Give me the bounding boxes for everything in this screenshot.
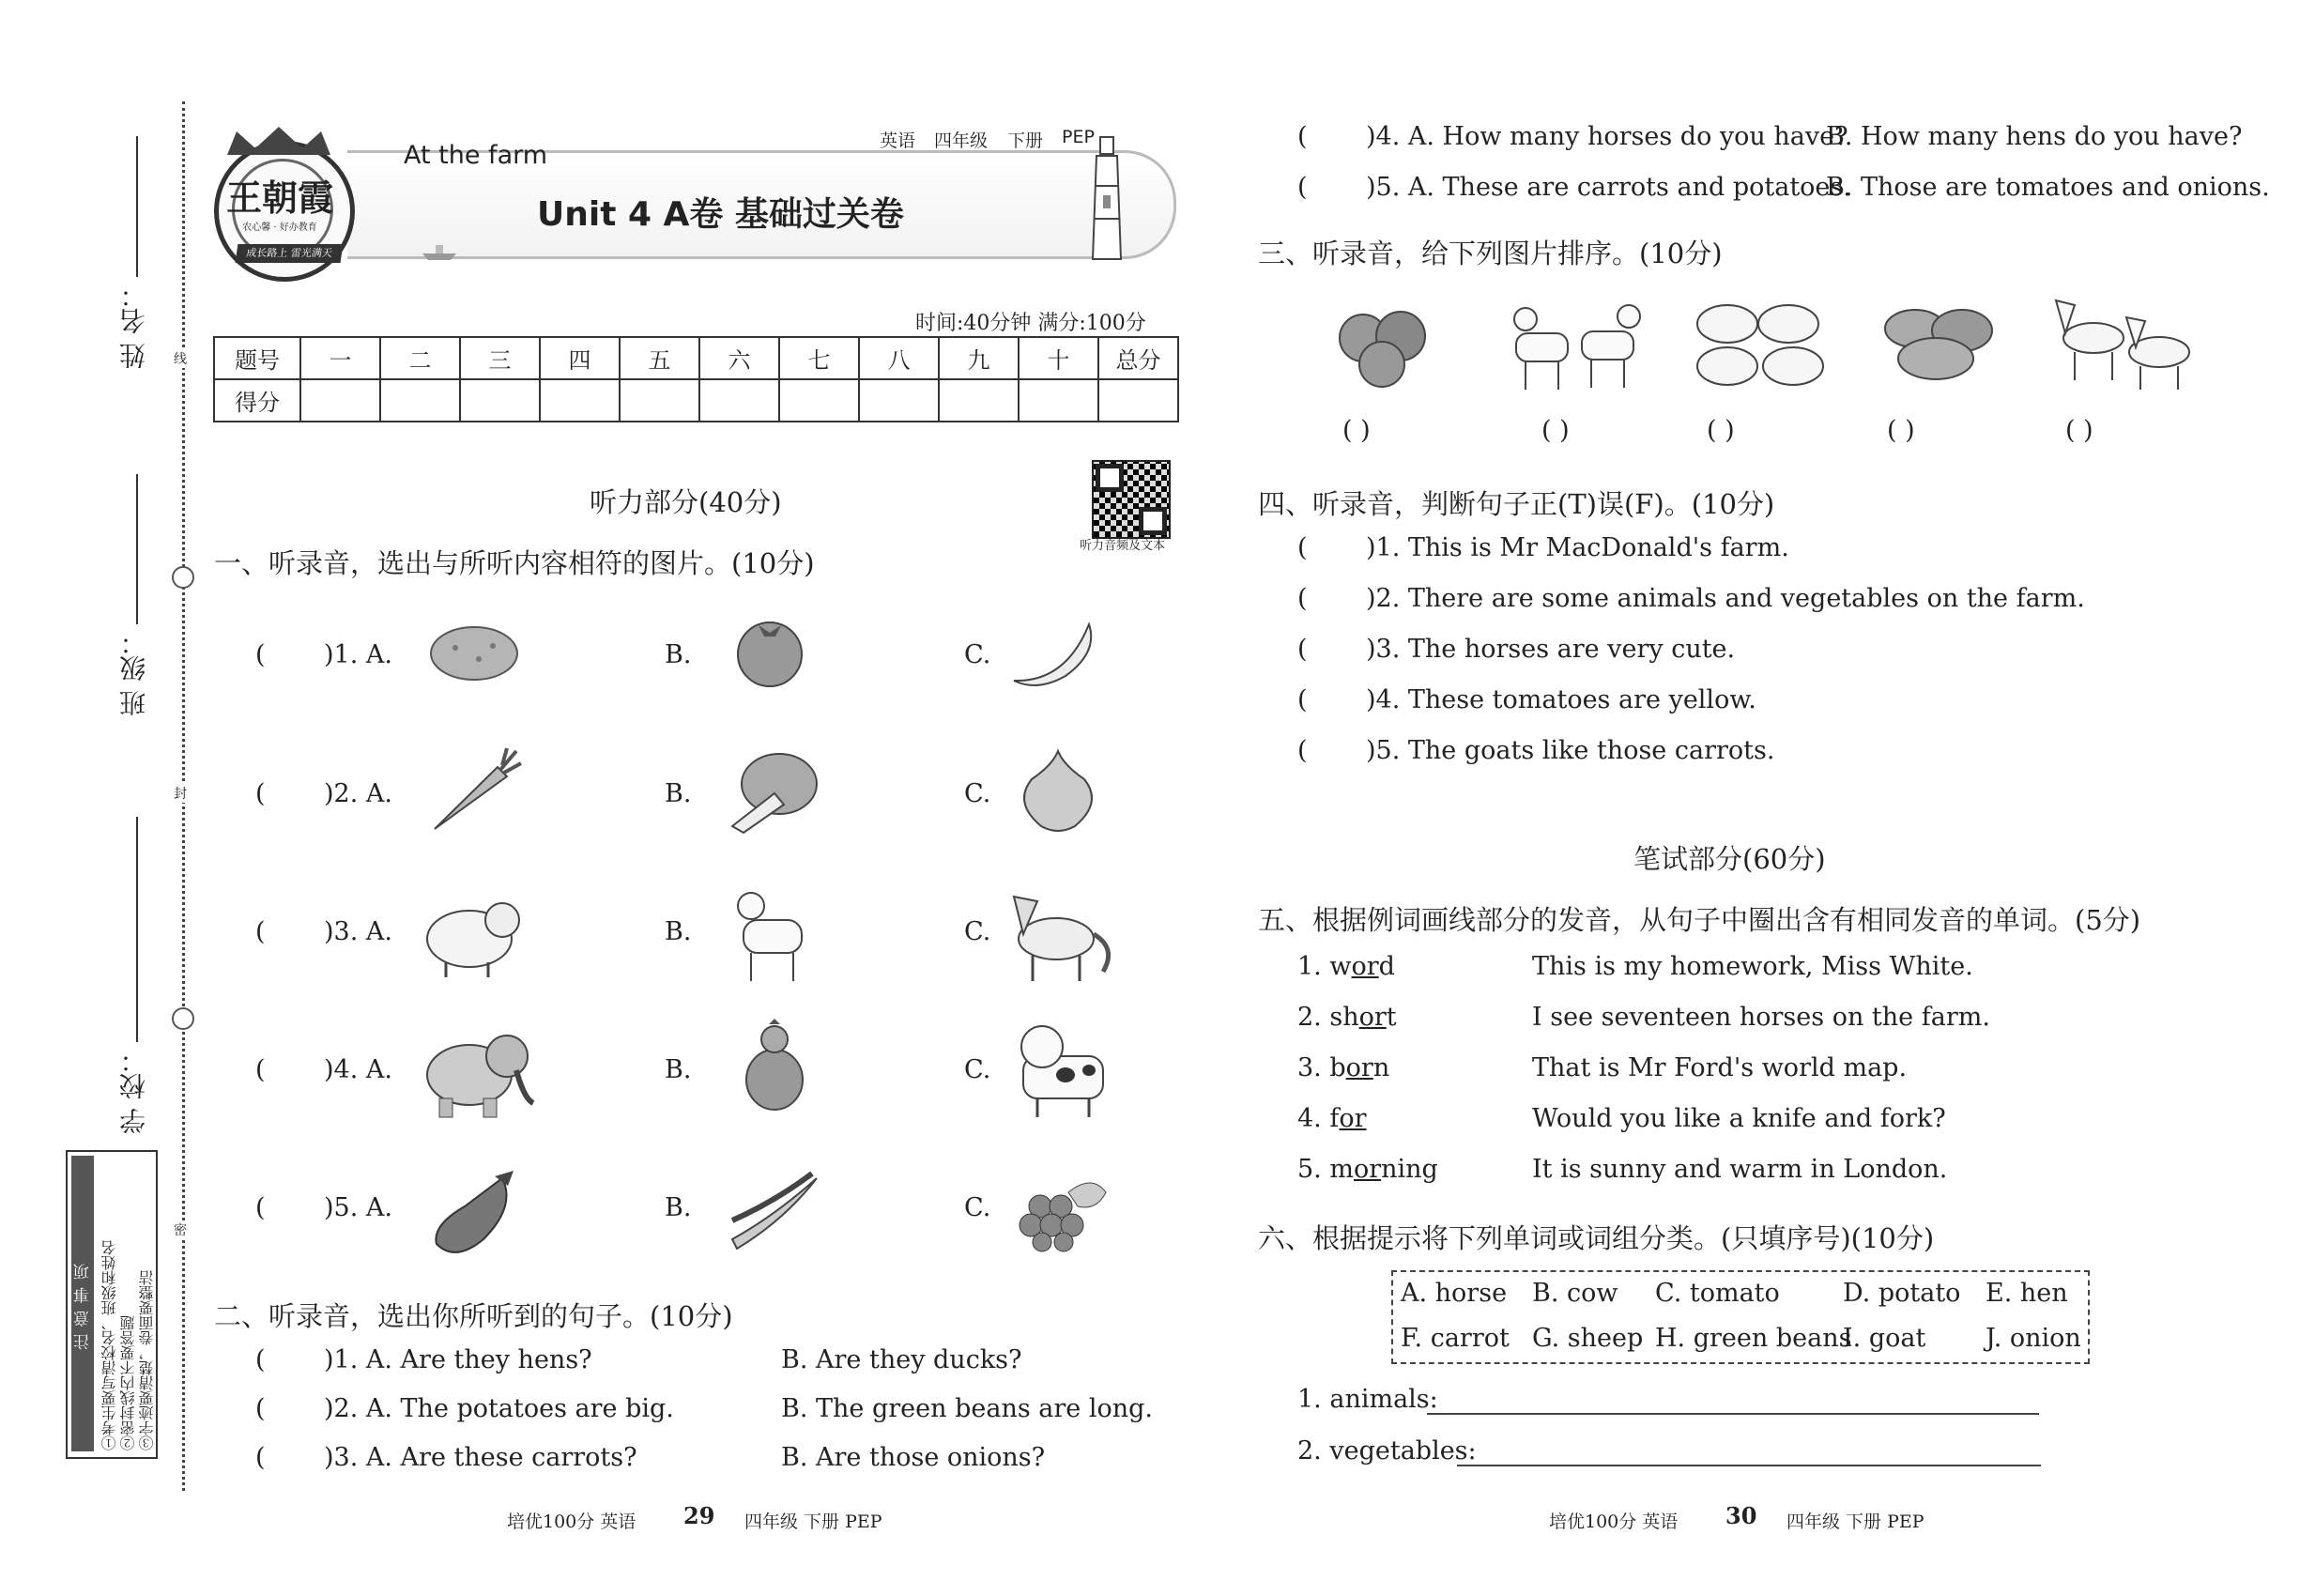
- score-header-cell: 二: [380, 337, 460, 379]
- potatoes-icon[interactable]: [1878, 300, 2000, 385]
- score-header-cell: 七: [779, 337, 859, 379]
- punch-hole: [172, 1007, 194, 1030]
- cabbage-icon[interactable]: [723, 746, 821, 836]
- paren: (: [1297, 173, 1308, 202]
- option-c-label: C.: [964, 779, 991, 808]
- question-number: )4. A.: [324, 1055, 392, 1084]
- tag-edition: PEP: [1062, 127, 1095, 147]
- phonics-item: 3. born: [1297, 1053, 1390, 1082]
- notice-item: ①考生要写清校名、班级和姓名: [100, 1240, 118, 1450]
- school-blank[interactable]: [136, 817, 138, 1042]
- score-header-cell: 九: [939, 337, 1019, 379]
- paren: (: [1297, 736, 1308, 765]
- goat-icon[interactable]: [723, 882, 826, 986]
- tf-statement: )4. These tomatoes are yellow.: [1366, 685, 1756, 714]
- word-bank-item: I. goat: [1843, 1324, 1926, 1353]
- paren: (: [1297, 584, 1308, 613]
- tf-statement: )1. This is Mr MacDonald's farm.: [1366, 533, 1789, 562]
- tf-statement: )3. The horses are very cute.: [1366, 635, 1736, 664]
- school-label: 学 校：: [118, 1047, 149, 1134]
- phonics-sentence[interactable]: That is Mr Ford's world map.: [1532, 1053, 1908, 1082]
- option-b-label: B.: [665, 1193, 692, 1222]
- phonics-sentence[interactable]: Would you like a knife and fork?: [1532, 1104, 1946, 1133]
- phonics-sentence[interactable]: It is sunny and warm in London.: [1532, 1155, 1948, 1184]
- word-bank-item: C. tomato: [1655, 1279, 1780, 1308]
- page-number-left: 29: [683, 1502, 715, 1529]
- phonics-item: 4. for: [1297, 1104, 1367, 1133]
- sec2-option-a: )2. A. The potatoes are big.: [324, 1394, 674, 1423]
- sec2-option-a: )4. A. How many horses do you have?: [1366, 122, 1848, 151]
- score-header-cell: 四: [540, 337, 620, 379]
- cut-mark-line: 线: [174, 349, 187, 368]
- paren: (: [255, 640, 266, 669]
- logo-ribbon: 成长路上 雷光满天: [236, 244, 344, 263]
- order-blank[interactable]: ( ): [1707, 416, 1735, 445]
- writing-heading: 笔试部分(60分): [1633, 843, 1826, 875]
- tf-statement: )2. There are some animals and vegetables on the farm.: [1366, 584, 2085, 613]
- lighthouse-icon: [1087, 130, 1127, 261]
- footer-right-prefix: 培优100分 英语: [1549, 1512, 1679, 1532]
- boat-icon: [421, 242, 458, 261]
- phonics-sentence[interactable]: This is my homework, Miss White.: [1532, 952, 1973, 981]
- word-bank-item: J. onion: [1986, 1324, 2081, 1353]
- page-number-right: 30: [1725, 1502, 1757, 1529]
- sec2-option-b: B. Are those onions?: [781, 1443, 1046, 1472]
- green-beans-icon[interactable]: [728, 1169, 821, 1253]
- elephant-icon[interactable]: [413, 1019, 540, 1122]
- score-cell[interactable]: [540, 379, 620, 422]
- score-header-cell: 题号: [214, 337, 300, 379]
- section2-title: 二、听录音，选出你所听到的句子。(10分): [214, 1300, 733, 1332]
- word-bank-item: F. carrot: [1401, 1324, 1510, 1353]
- notice-item: ②密封线内不要答题: [119, 1315, 137, 1450]
- paren: (: [255, 779, 266, 808]
- vegetables-answer-line[interactable]: [1457, 1465, 2041, 1466]
- banana-icon[interactable]: [1009, 615, 1103, 690]
- phonics-sentence[interactable]: I see seventeen horses on the farm.: [1532, 1003, 1990, 1032]
- tomatoes-icon[interactable]: [1333, 300, 1436, 390]
- score-cell[interactable]: [1098, 379, 1178, 422]
- option-c-label: C.: [964, 640, 991, 669]
- score-cell[interactable]: [460, 379, 540, 422]
- footer-left-suffix: 四年级 下册 PEP: [744, 1512, 882, 1532]
- score-row-label: 得分: [214, 379, 300, 422]
- paren: (: [1297, 635, 1308, 664]
- logo-text: 王朝霞: [225, 176, 333, 219]
- name-blank[interactable]: [136, 136, 138, 277]
- option-b-label: B.: [665, 917, 692, 946]
- phonics-item: 2. short: [1297, 1003, 1397, 1032]
- paren: (: [255, 1443, 266, 1472]
- paren: (: [255, 1193, 266, 1222]
- score-cell[interactable]: [939, 379, 1019, 422]
- word-bank-item: A. horse: [1401, 1279, 1508, 1308]
- class-blank[interactable]: [136, 474, 138, 624]
- score-header-cell: 十: [1019, 337, 1098, 379]
- exam-title: Unit 4 A卷 基础过关卷: [537, 195, 904, 234]
- vegetables-label: 2. vegetables:: [1297, 1436, 1477, 1466]
- sec2-option-b: B. Those are tomatoes and onions.: [1826, 173, 2270, 202]
- sheep-group-icon[interactable]: [1685, 291, 1835, 394]
- carrot-icon[interactable]: [427, 746, 526, 836]
- potato-icon[interactable]: [427, 620, 521, 685]
- qr-caption: 听力音频及文本: [1080, 539, 1166, 553]
- score-cell[interactable]: [620, 379, 699, 422]
- option-c-label: C.: [964, 917, 991, 946]
- goats-icon[interactable]: [1507, 296, 1648, 394]
- option-c-label: C.: [964, 1055, 991, 1084]
- horse-icon[interactable]: [1000, 882, 1122, 986]
- onion-icon[interactable]: [1019, 746, 1098, 836]
- qr-code-icon[interactable]: [1092, 460, 1171, 539]
- order-blank[interactable]: ( ): [2065, 416, 2093, 445]
- sec2-option-b: B. Are they ducks?: [781, 1345, 1022, 1374]
- time-info: 时间:40分钟 满分:100分: [915, 312, 1146, 335]
- tf-statement: )5. The goats like those carrots.: [1366, 736, 1775, 765]
- sec2-option-b: B. How many hens do you have?: [1826, 122, 2243, 151]
- sec2-option-a: )3. A. Are these carrots?: [324, 1443, 637, 1472]
- option-c-label: C.: [964, 1193, 991, 1222]
- horses-icon[interactable]: [2047, 291, 2206, 394]
- paren: (: [1297, 122, 1308, 151]
- notice-item: ③字迹要清楚，卷面要整洁: [138, 1270, 156, 1450]
- sec2-option-a: )1. A. Are they hens?: [324, 1345, 592, 1374]
- score-header-cell: 八: [859, 337, 939, 379]
- score-cell[interactable]: [380, 379, 460, 422]
- option-b-label: B.: [665, 640, 692, 669]
- score-cell[interactable]: [1019, 379, 1098, 422]
- word-bank-item: H. green beans: [1655, 1324, 1852, 1353]
- notice-title: 注意事项: [71, 1156, 94, 1451]
- order-blank[interactable]: ( ): [1541, 416, 1570, 445]
- question-number: )3. A.: [324, 917, 392, 946]
- logo-subtext: 农心馨 · 好办教育: [242, 223, 317, 233]
- sec2-option-a: )5. A. These are carrots and potatoes.: [1366, 173, 1851, 202]
- tomato-icon[interactable]: [732, 610, 807, 690]
- cut-mark-secret: 密: [174, 1220, 187, 1239]
- word-bank-item: D. potato: [1843, 1279, 1961, 1308]
- cut-mark-seal: 封: [174, 784, 187, 803]
- animals-label: 1. animals:: [1297, 1385, 1438, 1414]
- sec2-option-b: B. The green beans are long.: [781, 1394, 1153, 1423]
- question-number: )2. A.: [324, 779, 392, 808]
- sheep-icon[interactable]: [418, 887, 530, 981]
- option-b-label: B.: [665, 779, 692, 808]
- paren: (: [255, 1394, 266, 1423]
- score-header-cell: 六: [699, 337, 779, 379]
- name-label: 姓 名：: [118, 282, 149, 369]
- score-header-cell: 五: [620, 337, 699, 379]
- score-header-cell: 三: [460, 337, 540, 379]
- hen-icon[interactable]: [737, 1019, 812, 1122]
- footer-right-suffix: 四年级 下册 PEP: [1786, 1512, 1924, 1532]
- score-cell[interactable]: [699, 379, 779, 422]
- section6-title: 六、根据提示将下列单词或词组分类。(只填序号)(10分): [1258, 1222, 1935, 1254]
- footer-left-prefix: 培优100分 英语: [507, 1512, 636, 1532]
- tag-grade: 四年级: [934, 130, 989, 151]
- cow-icon[interactable]: [1004, 1019, 1117, 1122]
- question-number: )1. A.: [324, 640, 392, 669]
- paren: (: [1297, 685, 1308, 714]
- punch-hole: [172, 566, 194, 589]
- listening-heading: 听力部分(40分): [590, 486, 782, 518]
- score-cell[interactable]: [300, 379, 380, 422]
- order-blank[interactable]: ( ): [1887, 416, 1915, 445]
- phonics-item: 1. word: [1297, 952, 1395, 981]
- section1-title: 一、听录音，选出与所听内容相符的图片。(10分): [214, 547, 815, 579]
- score-header-cell: 总分: [1098, 337, 1178, 379]
- order-blank[interactable]: ( ): [1342, 416, 1371, 445]
- word-bank-item: G. sheep: [1532, 1324, 1644, 1353]
- crown-icon: [218, 122, 340, 160]
- tag-volume: 下册: [1007, 130, 1044, 151]
- section5-title: 五、根据例词画线部分的发音，从句子中圈出含有相同发音的单词。(5分): [1258, 904, 2141, 936]
- word-bank-item: B. cow: [1532, 1279, 1618, 1308]
- score-table: [213, 336, 1179, 422]
- option-b-label: B.: [665, 1055, 692, 1084]
- score-cell[interactable]: [779, 379, 859, 422]
- paren: (: [255, 1055, 266, 1084]
- question-number: )5. A.: [324, 1193, 392, 1222]
- grapes-icon[interactable]: [1012, 1169, 1111, 1253]
- paren: (: [1297, 533, 1308, 562]
- notice-box: [66, 1150, 158, 1459]
- section4-title: 四、听录音，判断句子正(T)误(F)。(10分): [1258, 488, 1775, 520]
- section3-title: 三、听录音，给下列图片排序。(10分): [1258, 238, 1723, 269]
- phonics-item: 5. morning: [1297, 1155, 1438, 1184]
- score-cell[interactable]: [859, 379, 939, 422]
- word-bank-item: E. hen: [1986, 1279, 2068, 1308]
- animals-answer-line[interactable]: [1427, 1413, 2039, 1415]
- unit-topic: At the farm: [404, 141, 548, 170]
- tag-subject: 英语: [880, 130, 916, 151]
- paren: (: [255, 917, 266, 946]
- class-label: 班 级：: [118, 629, 149, 716]
- eggplant-icon[interactable]: [427, 1169, 521, 1258]
- paren: (: [255, 1345, 266, 1374]
- score-header-cell: 一: [300, 337, 380, 379]
